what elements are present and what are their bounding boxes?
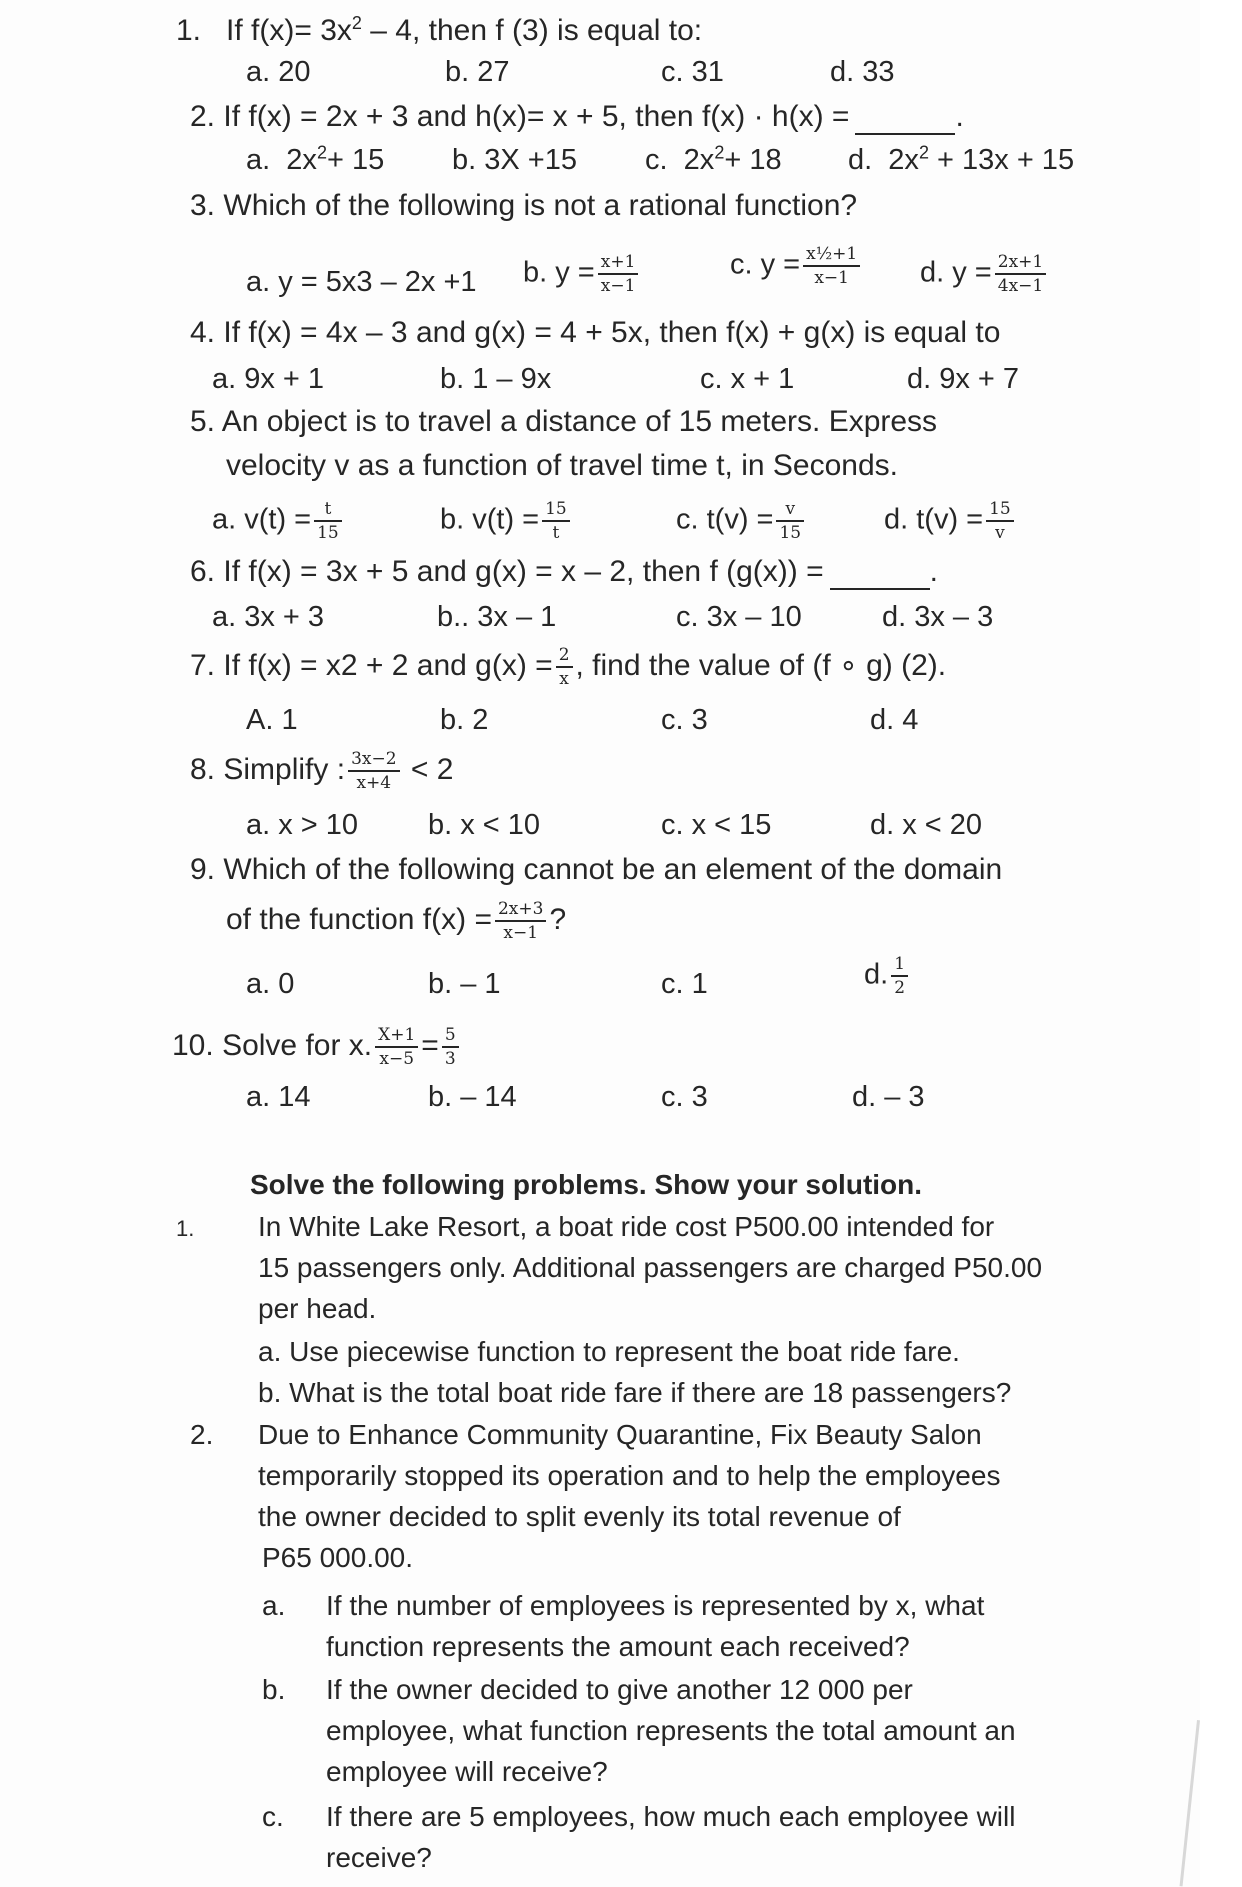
problem-2-line: the owner decided to split evenly its total revenue of	[258, 1501, 901, 1532]
option-d[interactable]: d. $2x^2 + 13x + 15$	[848, 142, 1075, 176]
problem-1-part-a: a. Use piecewise function to represent the boat ride fare.	[258, 1336, 960, 1367]
question-6: 6. If f(x) = 3x + 5 and g(x) = x – 2, then f (g(x)) = .	[190, 555, 938, 588]
option-c[interactable]: c. 3	[661, 1081, 708, 1113]
option-a[interactable]: a. y = 5x3 – 2x +1	[246, 266, 477, 298]
question-number: 8.	[190, 752, 216, 786]
problem-2-number: 2.	[190, 1419, 214, 1450]
option-c[interactable]: c. y = $\frac{\text{x½+1}}{x-1}$	[730, 245, 863, 287]
option-b[interactable]: b. v(t) = $\frac{15}{t}$	[440, 500, 573, 542]
fraction: $\frac{2x+1}{4x-1}$	[995, 253, 1046, 295]
option-b[interactable]: b.. 3x – 1	[437, 601, 557, 633]
question-5-line2: velocity v as a function of travel time t, in Seconds.	[226, 449, 898, 482]
option-d[interactable]: d. x < 20	[870, 809, 983, 841]
question-8: 8. Simplify : $\frac{3x-2}{x+4}$ < 2	[190, 749, 454, 793]
question-number: 9.	[190, 853, 216, 886]
option-c[interactable]: c. x + 1	[700, 363, 795, 395]
question-text: An object is to travel a distance of 15 meters. Express	[221, 405, 938, 438]
question-number: 7.	[190, 648, 216, 682]
option-d[interactable]: d. t(v) = $\frac{15}{v}$	[884, 500, 1017, 542]
question-text: If f(x) = x2 + 2 and g(x) =	[223, 648, 553, 682]
problem-1-line: per head.	[258, 1293, 377, 1324]
fraction: $\frac{2}{x}$	[556, 646, 573, 688]
option-a[interactable]: a. 0	[246, 968, 295, 1000]
question-number: 3.	[190, 189, 216, 222]
option-b[interactable]: b. 3X +15	[452, 144, 577, 176]
question-number: 1.	[176, 14, 202, 47]
option-d[interactable]: d. 4	[870, 704, 919, 736]
option-d[interactable]: d. – 3	[852, 1081, 925, 1113]
problem-2-part-b: If the owner decided to give another 12 000 per	[326, 1674, 913, 1705]
option-a[interactable]: a. 9x + 1	[212, 363, 325, 395]
question-number: 6.	[190, 555, 216, 588]
option-c[interactable]: c. 31	[661, 56, 724, 88]
option-a[interactable]: a. 14	[246, 1081, 311, 1113]
question-1	[176, 13, 702, 49]
question-4	[190, 315, 1000, 351]
option-d[interactable]: d. 33	[830, 56, 895, 88]
option-c[interactable]: c. t(v) = $\frac{v}{15}$	[676, 500, 807, 542]
fraction: $\frac{1}{2}$	[891, 955, 908, 997]
question-10: 10. Solve for x. $\frac{X+1}{x-5}$ = $\frac{5}{3}$	[172, 1026, 462, 1068]
problem-2-part-c: If there are 5 employees, how much each employee will	[326, 1801, 1016, 1832]
option-a[interactable]: A. 1	[246, 704, 298, 736]
option-c[interactable]: c. x < 15	[661, 809, 772, 841]
question-text: If f(x) = 3x + 5 and g(x) = x – 2, then f (g(x)) =	[223, 555, 824, 588]
problem-2-part-b-label: b.	[262, 1674, 286, 1705]
option-b[interactable]: b. x < 10	[428, 809, 541, 841]
option-a[interactable]: a. 3x + 3	[212, 601, 325, 633]
option-c[interactable]: c. $2x^2+ 18$	[645, 142, 782, 176]
fraction: $\frac{v}{15}$	[776, 500, 804, 542]
fraction: $\frac{X+1}{x-5}$	[375, 1026, 418, 1068]
problem-2-line: temporarily stopped its operation and to help the employees	[258, 1460, 1001, 1491]
fraction: $\frac{3x-2}{x+4}$	[348, 750, 399, 792]
option-a[interactable]: a. v(t) = $\frac{t}{15}$	[212, 500, 345, 542]
fraction: $\frac{5}{3}$	[442, 1026, 459, 1068]
problem-2-line: P65 000.00.	[262, 1542, 414, 1573]
problem-1-line: 15 passengers only. Additional passengers are charged P50.00	[258, 1252, 1043, 1283]
question-text: Simplify :	[223, 752, 346, 786]
option-b[interactable]: b. y = $\frac{x+1}{x-1}$	[523, 253, 641, 295]
option-d[interactable]: d. y = $\frac{2x+1}{4x-1}$	[920, 253, 1049, 295]
question-text: If f(x) = 4x – 3 and g(x) = 4 + 5x, then f(x) + g(x) is equal to	[223, 316, 1001, 349]
question-text: Which of the following is not a rational function?	[223, 189, 858, 222]
fraction: $\frac{15}{t}$	[542, 500, 570, 542]
question-number: 4.	[190, 316, 216, 349]
option-d[interactable]: d. $\frac{1}{2}$	[864, 955, 911, 997]
problem-2-part-c-label: c.	[262, 1801, 284, 1832]
problem-1-number: 1.	[176, 1216, 195, 1241]
answer-blank[interactable]	[830, 564, 930, 590]
question-2: 2. If f(x) = 2x + 3 and h(x)= x + 5, then f(x) · h(x) = .	[190, 100, 964, 133]
problem-1-part-b: b. What is the total boat ride fare if there are 18 passengers?	[258, 1377, 1012, 1408]
option-c[interactable]: c. 3x – 10	[676, 601, 802, 633]
question-9	[190, 852, 1002, 888]
question-number: 5.	[190, 405, 216, 438]
option-b[interactable]: b. 27	[445, 56, 510, 88]
question-text: Solve for x.	[222, 1028, 373, 1062]
question-text: If f(x) = 2x + 3 and h(x)= x + 5, then f(x) · h(x) =	[223, 100, 850, 133]
option-c[interactable]: c. 1	[661, 968, 708, 1000]
question-7: 7. If f(x) = x2 + 2 and g(x) = $\frac{2}{x}$ , find the value of (f ∘ g) (2).	[190, 645, 947, 689]
option-a[interactable]: a. 20	[246, 56, 311, 88]
option-d[interactable]: d. 3x – 3	[882, 601, 994, 633]
problem-1-line: In White Lake Resort, a boat ride cost P500.00 intended for	[258, 1211, 995, 1242]
question-text: Which of the following cannot be an element of the domain	[223, 853, 1003, 886]
problems-heading: Solve the following problems. Show your solution.	[250, 1169, 923, 1200]
question-number: 2.	[190, 100, 216, 133]
fraction: $\frac{t}{15}$	[314, 500, 342, 542]
option-a[interactable]: a. $2x^2+ 15$	[246, 142, 385, 176]
problem-2-part-a: function represents the amount each received?	[326, 1631, 910, 1662]
question-number: 10.	[172, 1028, 214, 1062]
problem-2-part-b: employee, what function represents the total amount an	[326, 1715, 1016, 1746]
question-text: If $f(x)= 3x^2 - 4$, then f (3) is equal to:	[226, 13, 703, 47]
option-a[interactable]: a. x > 10	[246, 809, 359, 841]
option-c[interactable]: c. 3	[661, 704, 708, 736]
fraction: $\frac{15}{v}$	[986, 500, 1014, 542]
question-3	[190, 188, 857, 224]
option-b[interactable]: b. – 1	[428, 968, 501, 1000]
option-b[interactable]: b. 2	[440, 704, 489, 736]
answer-blank[interactable]	[855, 109, 955, 135]
fraction: $\frac{x+1}{x-1}$	[598, 253, 639, 295]
problem-2-part-b: employee will receive?	[326, 1756, 608, 1787]
question-5	[190, 404, 937, 440]
question-9-line2: of the function f(x) = $\frac{2x+3}{x-1}$ ?	[226, 899, 567, 943]
fraction: $\frac{2x+3}{x-1}$	[495, 900, 546, 942]
option-b[interactable]: b. 1 – 9x	[440, 363, 552, 395]
problem-2-part-c: receive?	[326, 1842, 432, 1873]
problem-2-line: Due to Enhance Community Quarantine, Fix Beauty Salon	[258, 1419, 982, 1450]
option-d[interactable]: d. 9x + 7	[907, 363, 1020, 395]
problem-2-part-a-label: a.	[262, 1590, 286, 1621]
problem-2-part-a: If the number of employees is represented by x, what	[326, 1590, 985, 1621]
fraction: $\frac{\text{x½+1}}{x-1}$	[803, 245, 860, 287]
photo-edge	[1200, 0, 1242, 1887]
option-b[interactable]: b. – 14	[428, 1081, 517, 1113]
